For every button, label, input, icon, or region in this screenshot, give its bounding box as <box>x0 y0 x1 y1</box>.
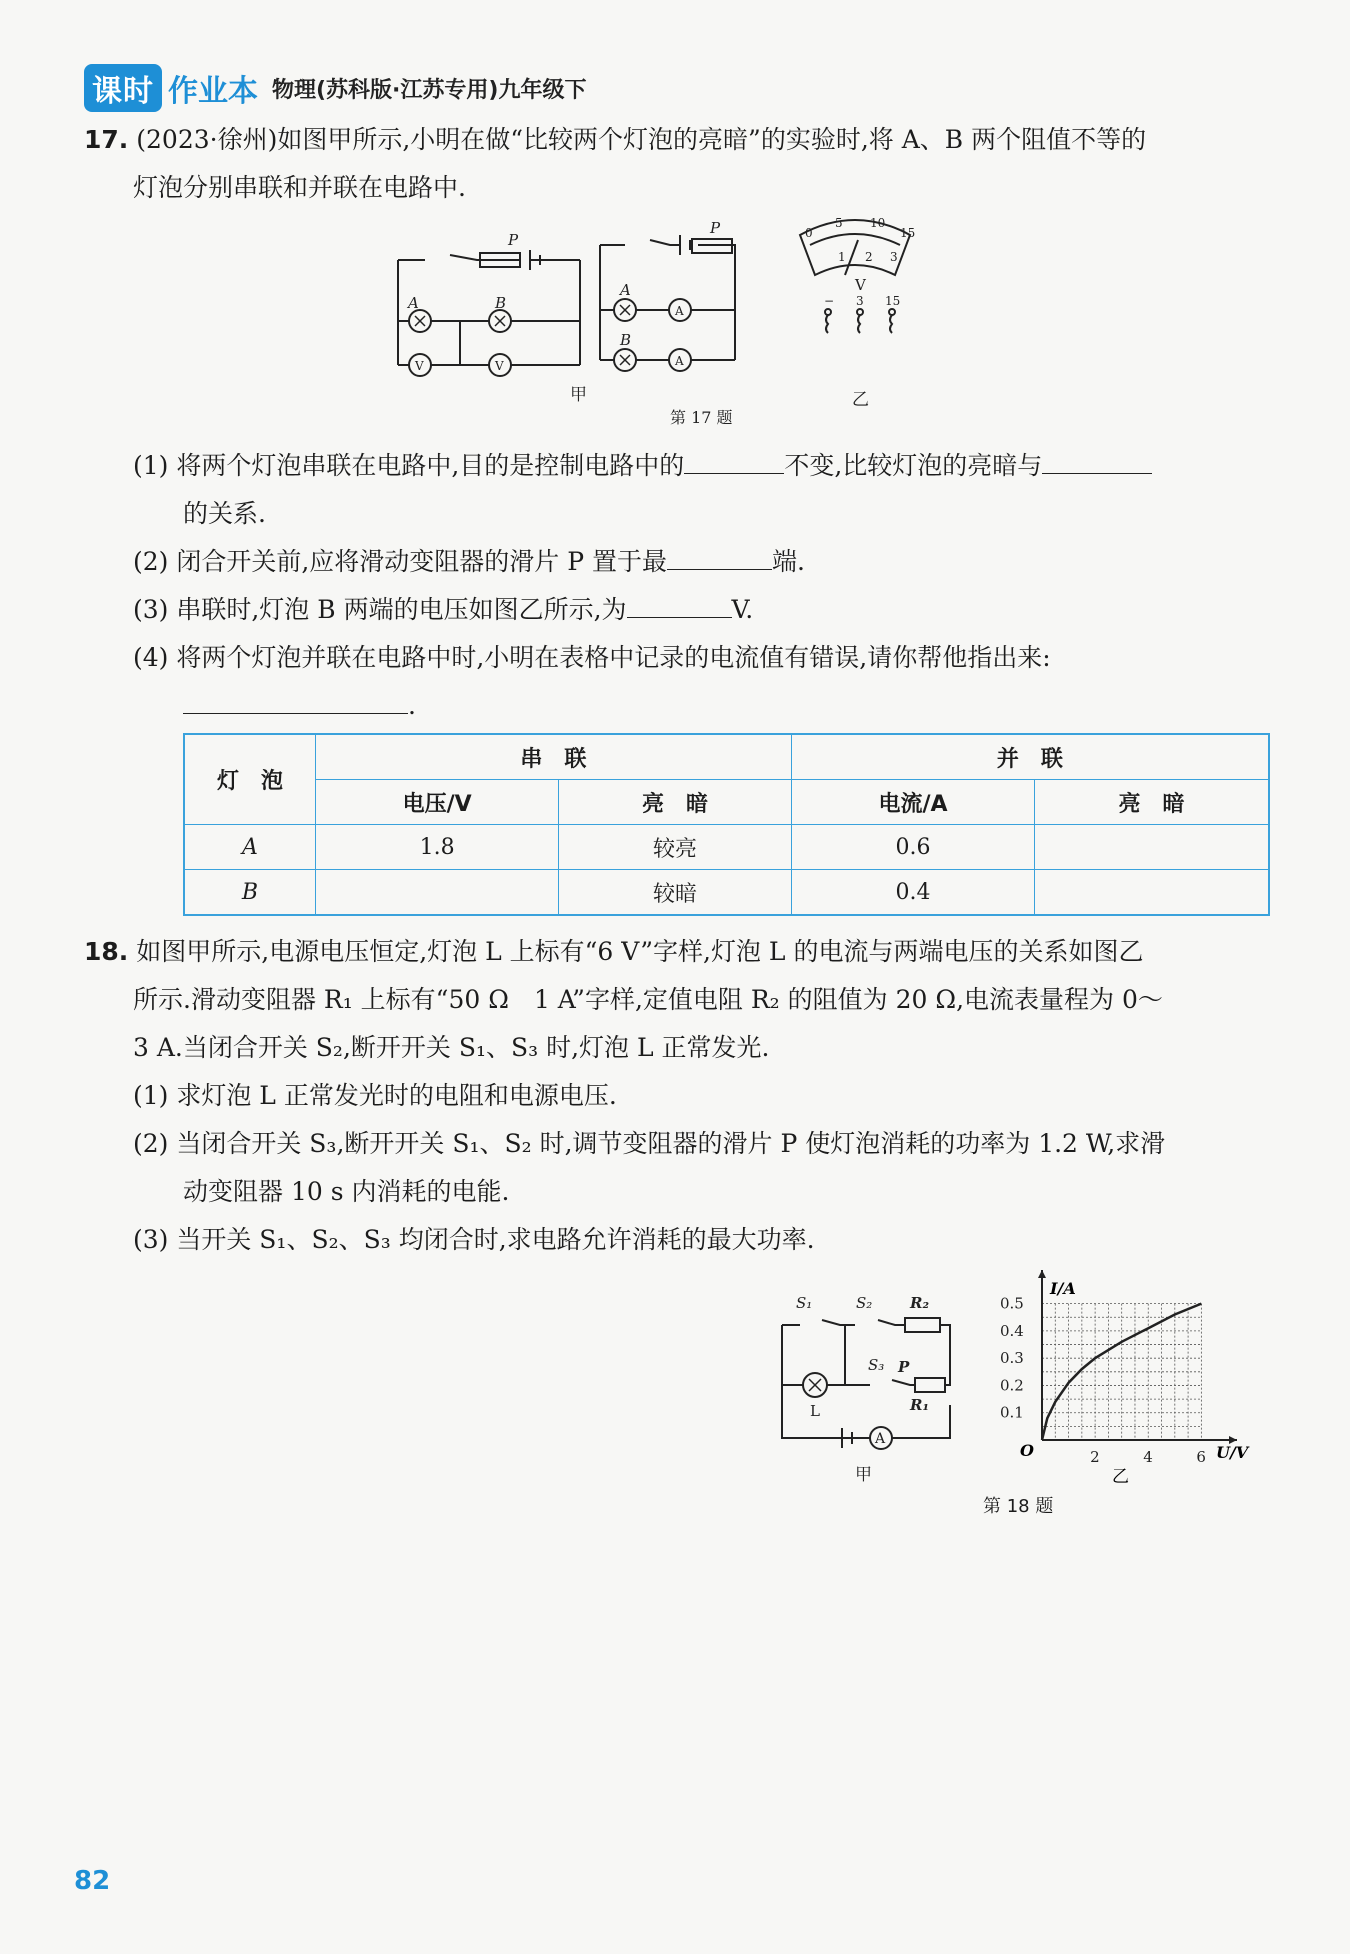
q18-label-s3: S₃ <box>868 1356 885 1374</box>
y-tick-label: 0.2 <box>1000 1376 1024 1395</box>
q17-part1-b: 不变,比较灯泡的亮暗与 <box>784 451 1043 480</box>
q17-blank-2[interactable] <box>1042 443 1152 474</box>
y-tick-label: 0.3 <box>1000 1349 1024 1368</box>
q17-fig-yi: 乙 <box>852 390 869 410</box>
q18-label-r2: R₂ <box>910 1294 930 1312</box>
cell-voltage <box>316 870 559 916</box>
cell-bulb: B <box>184 870 316 916</box>
x-tick-label: 2 <box>1090 1448 1100 1466</box>
q17-number: 17. <box>84 125 129 154</box>
q17-scale-3: 3 <box>890 250 898 264</box>
cell-current: 0.6 <box>791 825 1034 870</box>
q17-scale-10: 10 <box>870 216 886 230</box>
q17-scale-1: 1 <box>838 250 846 264</box>
logo-title: 作业本 <box>168 74 258 109</box>
q17-part3 <box>133 586 753 634</box>
q17-part1 <box>133 442 1152 490</box>
page-number: 82 <box>74 1866 111 1896</box>
cell-bright-series: 较暗 <box>559 870 792 916</box>
y-tick-label: 0.5 <box>1000 1294 1024 1313</box>
q17-scale-15: 15 <box>900 226 916 240</box>
q17-part2-a: (2) 闭合开关前,应将滑动变阻器的滑片 P 置于最 <box>133 547 668 576</box>
q18-part3: (3) 当开关 S₁、S₂、S₃ 均闭合时,求电路允许消耗的最大功率. <box>133 1225 815 1254</box>
book-subtitle: 物理(苏科版·江苏专用)九年级下 <box>272 77 587 103</box>
q17-meter-a1: A <box>675 304 684 318</box>
q18-label-p: P <box>898 1358 910 1376</box>
th-voltage: 电压/V <box>316 780 559 825</box>
cell-voltage: 1.8 <box>316 825 559 870</box>
y-tick-label: 0.1 <box>1000 1403 1024 1422</box>
q18-label-l: L <box>810 1402 820 1420</box>
q18-label-s2: S₂ <box>856 1294 873 1312</box>
y-tick-label: 0.4 <box>1000 1321 1024 1340</box>
q17-blank-1[interactable] <box>684 443 784 474</box>
q17-part4-a: (4) 将两个灯泡并联在电路中时,小明在表格中记录的电流值有错误,请你帮他指出来: <box>133 643 1051 672</box>
cell-bright-series: 较亮 <box>559 825 792 870</box>
q18-label-ammeter: A <box>875 1431 886 1447</box>
q17-label-a: A <box>408 294 419 312</box>
th-bright-parallel: 亮 暗 <box>1035 780 1269 825</box>
th-bulb: 灯 泡 <box>184 734 316 825</box>
q17-part4-b: . <box>408 691 416 720</box>
q17-part1-end: 的关系. <box>183 499 266 528</box>
q18-part1: (1) 求灯泡 L 正常发光时的电阻和电源电压. <box>133 1081 617 1110</box>
q17-blank-5[interactable] <box>183 683 408 714</box>
book-logo <box>84 66 586 110</box>
q17-term-minus: − <box>824 294 835 308</box>
q18-label-s1: S₁ <box>796 1294 813 1312</box>
q17-scale-0: 0 <box>805 226 813 240</box>
q17-part3-b: V. <box>731 595 754 624</box>
q17-meter-unit: V <box>855 276 866 294</box>
q18-fig-jia: 甲 <box>855 1465 872 1485</box>
x-tick-label: 6 <box>1196 1448 1206 1466</box>
q17-meter-v2: V <box>495 359 504 373</box>
q17-label-p2: P <box>710 219 721 237</box>
q17-text-1: (2023·徐州)如图甲所示,小明在做“比较两个灯泡的亮暗”的实验时,将 A、B 两个阻值不等的 <box>136 125 1147 154</box>
cell-bulb: A <box>184 825 316 870</box>
q17-label-b: B <box>495 294 507 312</box>
q17-part2 <box>133 538 805 586</box>
q17-scale-2: 2 <box>865 250 873 264</box>
q17-label-b2: B <box>620 331 632 349</box>
q17-part4 <box>133 634 1051 682</box>
q17-scale-5: 5 <box>835 216 843 230</box>
q18-circuit-figure <box>770 1280 980 1495</box>
q17-part4-line2 <box>183 682 416 730</box>
q17-meter-v1: V <box>415 359 424 373</box>
chart-grid <box>1042 1304 1201 1440</box>
logo-badge: 课时 <box>84 64 162 112</box>
cell-current: 0.4 <box>791 870 1034 916</box>
cell-bright-parallel <box>1035 825 1269 870</box>
chart-xlabel: U/V <box>1216 1443 1249 1462</box>
cell-bright-parallel <box>1035 870 1269 916</box>
q18-line1 <box>84 928 1143 976</box>
q18-iu-chart <box>990 1270 1260 1500</box>
q17-label-p1: P <box>508 231 519 249</box>
th-parallel: 并 联 <box>791 734 1269 780</box>
q17-term-15: 15 <box>885 294 901 308</box>
q17-term-3: 3 <box>856 294 864 308</box>
q17-fig-jia: 甲 <box>570 385 587 405</box>
q18-text-1: 如图甲所示,电源电压恒定,灯泡 L 上标有“6 V”字样,灯泡 L 的电流与两端电压的关系如图乙 <box>136 937 1144 966</box>
q18-line2: 所示.滑动变阻器 R₁ 上标有“50 Ω 1 A”字样,定值电阻 R₂ 的阻值为 20 Ω,电流表量程为 0～ <box>133 985 1163 1014</box>
q17-blank-4[interactable] <box>627 587 732 618</box>
q18-part2-line2: 动变阻器 10 s 内消耗的电能. <box>183 1177 510 1206</box>
q18-part2: (2) 当闭合开关 S₃,断开开关 S₁、S₂ 时,调节变阻器的滑片 P 使灯泡消耗的功率为 1.2 W,求滑 <box>133 1129 1166 1158</box>
q17-meter-a2: A <box>675 354 684 368</box>
q17-part2-b: 端. <box>772 547 805 576</box>
q17-label-a2: A <box>620 281 631 299</box>
q17-line2: 灯泡分别串联和并联在电路中. <box>133 173 466 202</box>
q17-figure <box>380 215 1060 430</box>
chart-origin: O <box>1020 1441 1034 1460</box>
q17-line1 <box>84 116 1146 164</box>
th-current: 电流/A <box>791 780 1034 825</box>
q17-part1-a: (1) 将两个灯泡串联在电路中,目的是控制电路中的 <box>133 451 685 480</box>
q17-fig-caption: 第 17 题 <box>670 408 733 427</box>
q17-blank-3[interactable] <box>667 539 772 570</box>
q17-part3-a: (3) 串联时,灯泡 B 两端的电压如图乙所示,为 <box>133 595 627 624</box>
y-axis-arrow <box>1038 1270 1046 1278</box>
q18-fig-caption: 第 18 题 <box>983 1496 1054 1517</box>
table-row <box>184 870 1269 916</box>
th-series: 串 联 <box>316 734 792 780</box>
x-tick-label: 4 <box>1143 1448 1153 1466</box>
q18-label-r1: R₁ <box>910 1396 930 1414</box>
th-bright-series: 亮 暗 <box>559 780 792 825</box>
table-row <box>184 825 1269 870</box>
q18-fig-yi: 乙 <box>1112 1467 1129 1487</box>
data-table <box>183 733 1270 916</box>
q18-line3: 3 A.当闭合开关 S₂,断开开关 S₁、S₃ 时,灯泡 L 正常发光. <box>133 1033 770 1062</box>
q18-number: 18. <box>84 937 129 966</box>
chart-ylabel: I/A <box>1050 1279 1076 1298</box>
